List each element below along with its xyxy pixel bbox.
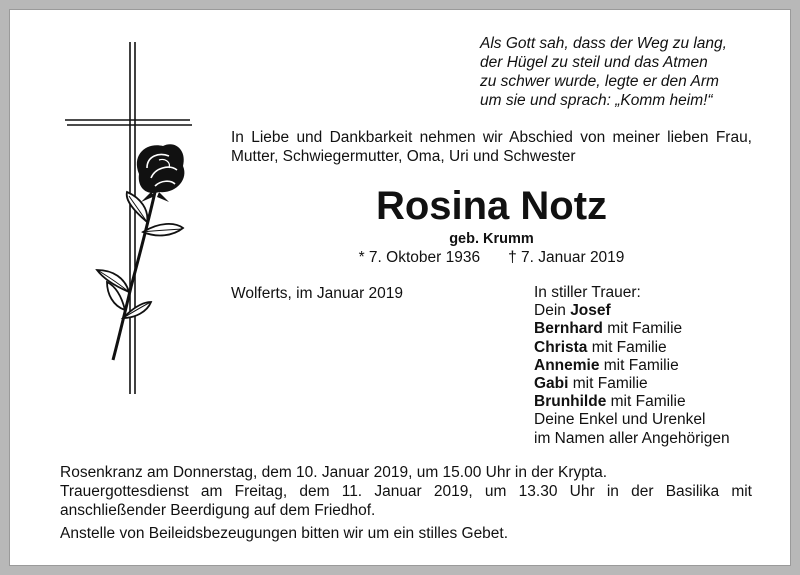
- list-item: Deine Enkel und Urenkel: [534, 411, 706, 429]
- obituary-notice: [9, 9, 791, 566]
- cross-with-rose-icon: [55, 42, 205, 412]
- list-item: im Namen aller Angehörigen: [534, 429, 730, 447]
- poem-line: um sie und sprach: „Komm heim!“: [480, 92, 713, 109]
- service-details: [60, 463, 752, 543]
- poem-line: Als Gott sah, dass der Weg zu lang,: [480, 35, 727, 52]
- list-item: Dein Josef: [534, 302, 611, 320]
- poem: [480, 34, 765, 110]
- condolence-note: Anstelle von Beileidsbezeugungen bitten wir um ein stilles Gebet.: [60, 525, 509, 542]
- maiden-name: geb. Krumm: [449, 231, 534, 247]
- life-dates: [231, 248, 752, 267]
- poem-line: der Hügel zu steil und das Atmen: [480, 54, 708, 71]
- rosary-info: Rosenkranz am Donnerstag, dem 10. Januar 2019, um 15.00 Uhr in der Krypta.: [60, 464, 608, 481]
- list-item: Bernhard mit Familie: [534, 320, 683, 338]
- list-item: Annemie mit Familie: [534, 356, 679, 374]
- mourners-list: [534, 284, 764, 448]
- intro-text: In Liebe und Dankbarkeit nehmen wir Abschied von meiner lieben Frau, Mutter, Schwiegermutter, Oma, Uri und Schwester: [231, 129, 752, 165]
- funeral-mass-info: Trauergottesdienst am Freitag, dem 11. Januar 2019, um 13.30 Uhr in der Basilika mit anschließender Beerdigung auf dem Friedhof.: [60, 483, 752, 519]
- list-item: Christa mit Familie: [534, 338, 667, 356]
- birth-date: * 7. Oktober 1936: [358, 249, 481, 266]
- death-date: † 7. Januar 2019: [508, 249, 625, 266]
- list-item: Brunhilde mit Familie: [534, 393, 686, 411]
- mourners-heading: In stiller Trauer:: [534, 284, 641, 301]
- place-date: Wolferts, im Januar 2019: [231, 285, 404, 302]
- deceased-name: Rosina Notz: [375, 184, 608, 228]
- list-item: Gabi mit Familie: [534, 375, 648, 393]
- poem-line: zu schwer wurde, legte er den Arm: [480, 73, 719, 90]
